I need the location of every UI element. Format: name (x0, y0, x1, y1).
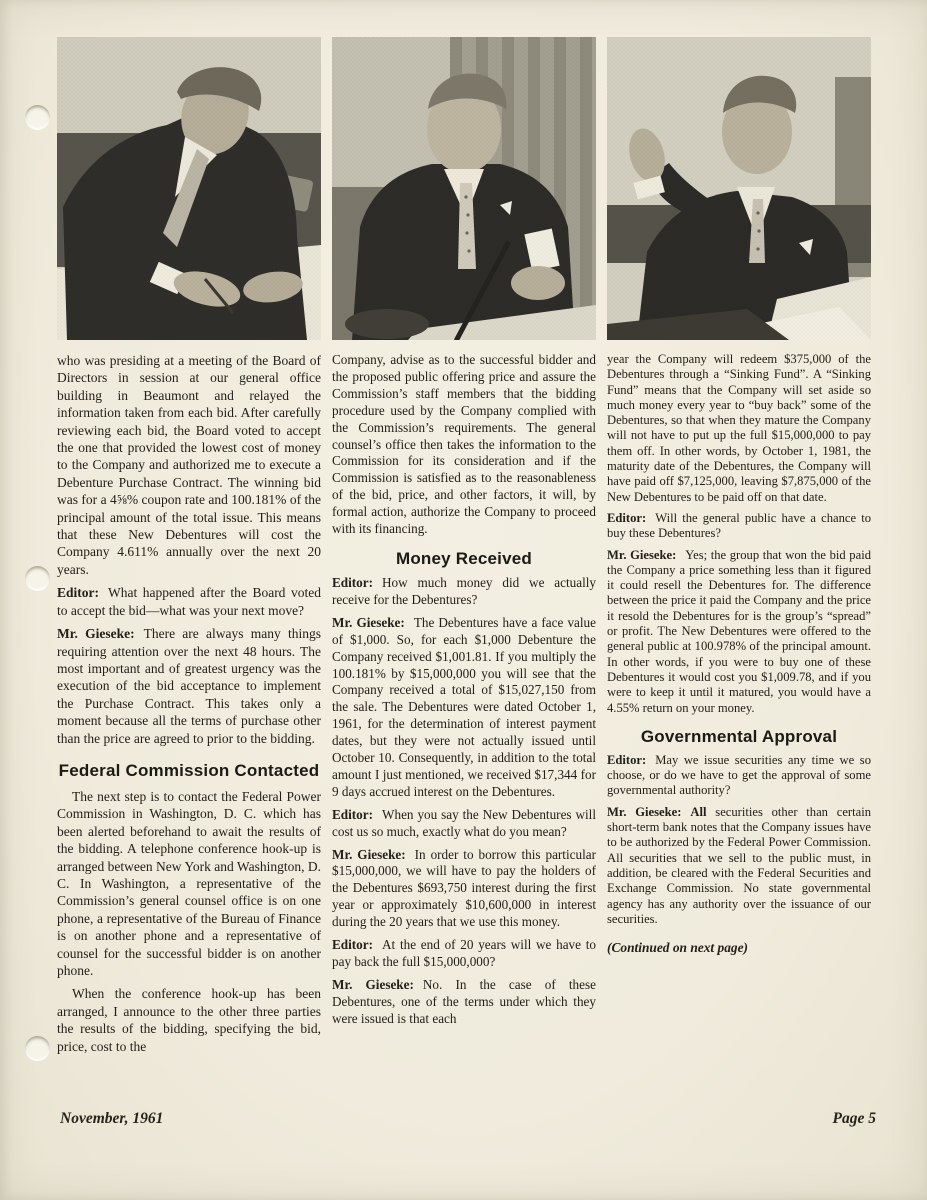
dialog-text: Will the general public have a chance to buy these Debentures? (607, 510, 871, 541)
man-gesturing-illustration (607, 37, 871, 340)
dialog-text: May we issue securities any time we so choose, or do we have to get the approval of some governmental authority? (607, 752, 871, 798)
dialog-editor (332, 937, 596, 971)
dialog-editor (332, 807, 596, 841)
paragraph-continuation: who was presiding at a meeting of the Board of Directors in session at our general office building in Beaumont and relayed the information taken from each bid. After carefully reviewing each bid, the Board voted to accept the one that provided the lowest cost of money to the Company and authorized me to execute a Debenture Purchase Contract. The winning bid was for a 4⅝% coupon rate and 100.181% of the principal amount of the total issue. This means that these New Debentures will cost the Company 4.611% annually over the next 20 years. (57, 353, 321, 577)
speaker-label: Mr. Gieseke: (332, 614, 405, 630)
dialog-text: No. In the case of these Debentures, one of the terms under which they were issued is that each (332, 976, 596, 1026)
executive-signing-contract-photo (57, 37, 321, 340)
page-footer (60, 1110, 876, 1128)
paragraph-continuation: year the Company will redeem $375,000 of the Debentures through a “Sinking Fund”. A “Sinking Fund” means that the Company will set aside so much money every year to “buy back” some of the Debentures, so that when they mature the Company will not have to put up the full $15,000,000 to pay them off. In other words, by October 1, 1981, the maturity date of the Debentures, the Company will have paid off $7,125,000, leaving $7,875,000 of the New Debentures to be paid off on that date. (607, 352, 871, 504)
executive-gesturing-photo (607, 37, 871, 340)
dialog-editor (607, 511, 871, 542)
speaker-label: Editor: (332, 806, 374, 822)
column-3 (607, 352, 871, 1108)
dialog-gieseke (332, 977, 596, 1028)
dialog-gieseke (607, 805, 871, 927)
punch-hole-middle (25, 566, 50, 591)
dialog-text: Yes; the group that won the bid paid the Company a price something less than it figured it could resell the Debentures for. The difference between the price it paid the Company and the price it resold the Debentures for is the group’s “spread” or profit. The New Debentures were offered to the general public at 100.978% of the principal amount. In other words, if you were to buy one of these Debentures it would cost you $1,009.78, and if you were to keep it until it matured, you would have a 4.55% return on your money. (607, 547, 871, 715)
man-at-desk-illustration (332, 37, 596, 340)
continued-on-next-page-note: (Continued on next page) (607, 940, 748, 956)
dialog-text: What happened after the Board voted to accept the bid—what was your next move? (57, 585, 321, 618)
section-heading-federal-commission: Federal Commission Contacted (58, 760, 320, 780)
speaker-label: Editor: (607, 752, 647, 767)
paragraph: When the conference hook-up has been arranged, I announce to the other three parties the results of the bidding, specifying the bid, price, cost to the (57, 986, 321, 1054)
article-body (57, 352, 871, 1108)
section-heading-money-received: Money Received (395, 548, 533, 568)
footer-page-number: Page 5 (832, 1110, 876, 1127)
dialog-text: When you say the New Debentures will cost us so much, exactly what do you mean? (332, 806, 596, 839)
speaker-label: Editor: (57, 585, 99, 601)
man-signing-illustration (57, 37, 321, 340)
punch-hole-top (25, 105, 50, 130)
executive-speaking-at-desk-photo (332, 37, 596, 340)
speaker-label: Editor: (332, 937, 374, 953)
dialog-text: securities other than certain short-term bank notes that the Company issues have to be authorized by the Federal Power Commission. All securities that we sell to the public must, in addition, be cleared with the Federal Securities and Exchange Commission. No state governmental agency has any authority over the issuance of our securities. (607, 804, 871, 926)
dialog-gieseke (332, 847, 596, 932)
section-heading-governmental-approval: Governmental Approval (640, 726, 838, 746)
dialog-gieseke (57, 625, 321, 747)
dialog-gieseke (332, 615, 596, 801)
paragraph: The next step is to contact the Federal Power Commission in Washington, D. C. which has been alerted beforehand to await the results of the bidding. A telephone conference hook-up is arranged between New York and Washington, D. C. In Washington, a representative of the Commission’s general counsel office is on one phone, a representative of the Bureau of Finance is on another phone and a representative of counsel for the successful bidder is on another phone. (57, 788, 321, 978)
dialog-text: The Debentures have a face value of $1,000. So, for each $1,000 Debenture the Company received $1,001.81. If you multiply the 100.181% by $15,000,000 you will see that the Company received a total of $15,027,150 from the sale. The Debentures were dated October 1, 1961, for the determination of interest payment dates, but they were not actually issued until October 10. Consequently, in addition to the total amount I just mentioned, we received $17,344 for 9 days accrued interest on the Debentures. (332, 614, 596, 799)
dialog-editor (607, 753, 871, 799)
punch-hole-bottom (25, 1036, 50, 1061)
speaker-label: Mr. Gieseke: (332, 976, 414, 992)
paragraph-continuation: Company, advise as to the successful bidder and the proposed public offering price and assure the Commission’s staff members that the bidding procedure used by the Company complied with the Commission’s requirements. The general counsel’s office then takes the information to the Commission for its consideration and if the Commission is satisfied as to the reasonableness of the bid, price, and other factors, it will, by formal action, authorize the Company to proceed with its financing. (332, 352, 596, 537)
speaker-label: Editor: (332, 574, 374, 590)
speaker-label: Mr. Gieseke: (607, 804, 682, 819)
dialog-text: In order to borrow this particular $15,000,000, we will have to pay the holders of the Debentures $693,750 interest during the first year or approximately $10,600,000 in interest during the 20 years that we use this money. (332, 846, 596, 930)
dialog-editor (332, 575, 596, 609)
speaker-label: Mr. Gieseke: (332, 846, 406, 862)
dialog-text: At the end of 20 years will we have to pay back the full $15,000,000? (332, 937, 596, 969)
dialog-text: How much money did we actually receive for the Debentures? (332, 574, 596, 607)
column-2 (332, 352, 596, 1108)
dialog-editor (57, 584, 321, 619)
footer-issue-date: November, 1961 (60, 1110, 164, 1127)
bold-lead-word: All (690, 804, 707, 819)
speaker-label: Editor: (607, 510, 647, 525)
dialog-text: There are always many things requiring attention over the next 48 hours. The most important and of greatest urgency was the execution of the bid acceptance to implement the Purchase Contract. This takes only a moment because all the terms of purchase other than the price are agreed to prior to the bidding. (57, 626, 321, 746)
photo-row (57, 37, 871, 340)
column-1 (57, 352, 321, 1108)
dialog-gieseke (607, 548, 871, 716)
speaker-label: Mr. Gieseke: (57, 626, 135, 642)
speaker-label: Mr. Gieseke: (607, 547, 677, 562)
